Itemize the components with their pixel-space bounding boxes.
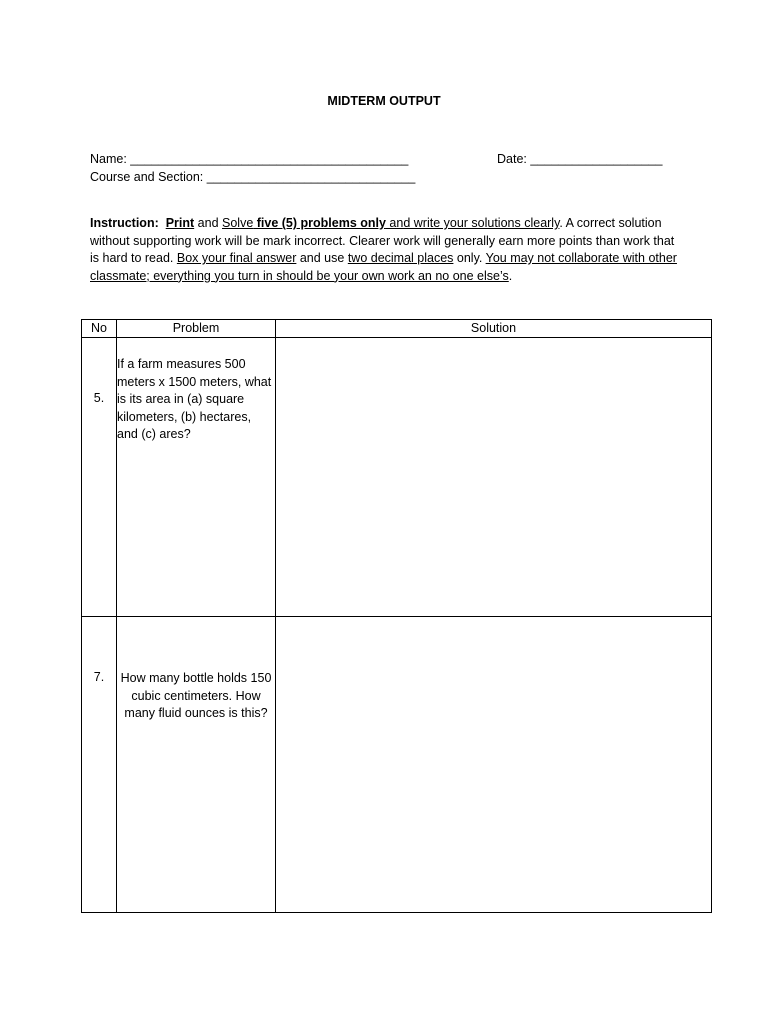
instruction-text: . A correct solution without supporting work will be mark incorrect. Clearer work will generally earn more points than work that is hard to read.: [90, 216, 675, 265]
problem-table: [81, 319, 712, 913]
instruction-no-collaborate: You may not collaborate with other classmate; everything you turn in should be your own work an no one else’s: [90, 251, 677, 283]
problem-text: How many bottle holds 150 cubic centimeters. How many fluid ounces is this?: [117, 617, 276, 913]
name-field[interactable]: Name: ________________________________________: [90, 152, 409, 166]
table-row: [82, 617, 712, 913]
instruction-text: and: [194, 216, 222, 230]
instruction-paragraph: [90, 215, 680, 285]
course-section-field[interactable]: Course and Section: ______________________________: [90, 170, 416, 184]
instruction-text: .: [508, 268, 513, 283]
instruction-five-only: five (5) problems only: [253, 216, 386, 230]
problem-number: 5.: [82, 338, 117, 617]
instruction-write-clearly: and write your solutions clearly: [385, 216, 560, 230]
table-row: [82, 338, 712, 617]
instruction-box-answer: Box your final answer: [176, 251, 297, 265]
solution-cell[interactable]: [276, 338, 712, 617]
date-field[interactable]: Date: ___________________: [497, 152, 663, 166]
instruction-solve: Solve: [222, 216, 254, 230]
problem-number: 7.: [82, 617, 117, 913]
page-title: MIDTERM OUTPUT: [327, 94, 441, 108]
header-solution: Solution: [276, 320, 712, 338]
table-header-row: [82, 320, 712, 338]
instruction-text: and use: [296, 251, 348, 265]
solution-cell[interactable]: [276, 617, 712, 913]
header-no: No: [82, 320, 117, 338]
instruction-two-decimal: two decimal places: [347, 251, 454, 265]
header-problem: Problem: [117, 320, 276, 338]
instruction-print: Print: [165, 216, 195, 230]
instruction-label: Instruction:: [90, 216, 159, 230]
instruction-text: only.: [453, 251, 486, 265]
problem-text: If a farm measures 500 meters x 1500 meters, what is its area in (a) square kilometers, (b) hectares, and (c) ares?: [117, 338, 276, 617]
